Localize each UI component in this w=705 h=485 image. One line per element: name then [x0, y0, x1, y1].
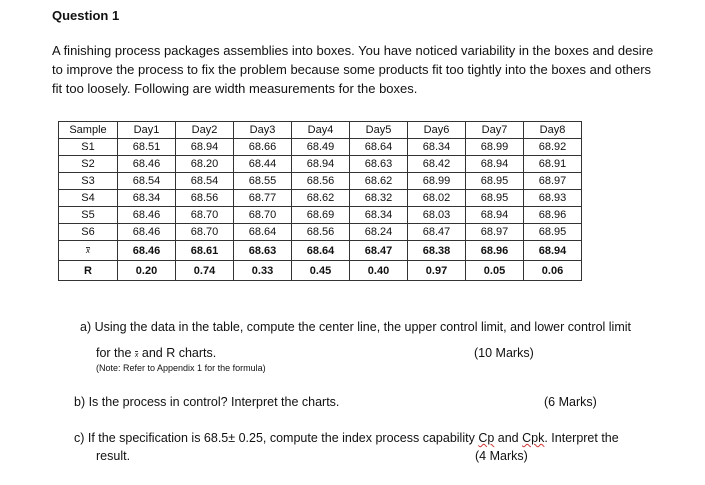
question-c-and: and — [497, 431, 519, 445]
question-a-line1: a) Using the data in the table, compute the center line, the upper control limit, and lower control limit — [80, 320, 631, 334]
sample-label: S3 — [59, 173, 118, 190]
question-a-note: (Note: Refer to Appendix 1 for the formula) — [96, 363, 266, 373]
measurement-cell: 68.70 — [176, 224, 234, 241]
measurement-cell: 68.95 — [466, 190, 524, 207]
measurement-cell: 68.70 — [176, 207, 234, 224]
table-row — [59, 139, 582, 156]
header-day: Day3 — [234, 122, 292, 139]
measurement-cell: 68.95 — [466, 173, 524, 190]
question-title: Question 1 — [52, 8, 120, 23]
measurement-cell: 68.51 — [118, 139, 176, 156]
measurements-table — [58, 121, 582, 281]
question-c-marks: (4 Marks) — [475, 449, 528, 463]
sample-label: S4 — [59, 190, 118, 207]
measurement-cell: 68.32 — [350, 190, 408, 207]
cp-term: Cp — [478, 431, 495, 445]
cpk-term: Cpk — [522, 431, 545, 445]
measurement-cell: 68.64 — [234, 224, 292, 241]
measurement-cell: 68.95 — [524, 224, 582, 241]
measurement-cell: 68.94 — [466, 207, 524, 224]
xbar-cell: 68.47 — [350, 241, 408, 261]
sample-label: S1 — [59, 139, 118, 156]
range-cell: 0.97 — [408, 261, 466, 281]
measurement-cell: 68.02 — [408, 190, 466, 207]
range-cell: 0.05 — [466, 261, 524, 281]
measurement-cell: 68.44 — [234, 156, 292, 173]
range-row — [59, 261, 582, 281]
question-a-line2 — [96, 346, 216, 360]
range-cell: 0.20 — [118, 261, 176, 281]
xbar-cell: 68.94 — [524, 241, 582, 261]
question-c-line2: result. — [96, 449, 131, 463]
question-a-for-the: for the — [96, 346, 132, 360]
measurement-cell: 68.94 — [466, 156, 524, 173]
measurement-cell: 68.94 — [292, 156, 350, 173]
measurement-cell: 68.69 — [292, 207, 350, 224]
measurement-cell: 68.47 — [408, 224, 466, 241]
measurement-cell: 68.34 — [350, 207, 408, 224]
range-cell: 0.74 — [176, 261, 234, 281]
header-day: Day4 — [292, 122, 350, 139]
table-row — [59, 207, 582, 224]
sample-label: S6 — [59, 224, 118, 241]
question-a-marks: (10 Marks) — [474, 346, 534, 360]
measurement-cell: 68.54 — [176, 173, 234, 190]
header-day: Day8 — [524, 122, 582, 139]
xbar-cell: 68.46 — [118, 241, 176, 261]
range-label: R — [59, 261, 118, 281]
measurement-cell: 68.56 — [292, 224, 350, 241]
measurement-cell: 68.99 — [466, 139, 524, 156]
range-cell: 0.40 — [350, 261, 408, 281]
measurement-cell: 68.97 — [524, 173, 582, 190]
measurement-cell: 68.34 — [118, 190, 176, 207]
header-day: Day6 — [408, 122, 466, 139]
measurement-cell: 68.97 — [466, 224, 524, 241]
xbar-cell: 68.63 — [234, 241, 292, 261]
measurement-cell: 68.34 — [408, 139, 466, 156]
table-row — [59, 173, 582, 190]
table-row — [59, 190, 582, 207]
header-day: Day7 — [466, 122, 524, 139]
measurement-cell: 68.24 — [350, 224, 408, 241]
xbar-row — [59, 241, 582, 261]
xbar-cell: 68.61 — [176, 241, 234, 261]
measurement-cell: 68.91 — [524, 156, 582, 173]
question-c-interpret: . Interpret the — [544, 431, 619, 445]
header-sample: Sample — [59, 122, 118, 139]
measurement-cell: 68.03 — [408, 207, 466, 224]
measurement-cell: 68.56 — [292, 173, 350, 190]
measurement-cell: 68.92 — [524, 139, 582, 156]
measurement-cell: 68.64 — [350, 139, 408, 156]
measurement-cell: 68.94 — [176, 139, 234, 156]
xbar-label-symbol: x — [86, 246, 90, 255]
measurement-cell: 68.46 — [118, 156, 176, 173]
measurement-cell: 68.96 — [524, 207, 582, 224]
table-row — [59, 224, 582, 241]
question-c-line1 — [74, 431, 619, 445]
header-day: Day2 — [176, 122, 234, 139]
measurement-cell: 68.77 — [234, 190, 292, 207]
measurement-cell: 68.49 — [292, 139, 350, 156]
measurement-cell: 68.46 — [118, 207, 176, 224]
measurement-cell: 68.66 — [234, 139, 292, 156]
measurement-cell: 68.62 — [292, 190, 350, 207]
xbar-cell: 68.96 — [466, 241, 524, 261]
measurement-cell: 68.54 — [118, 173, 176, 190]
measurement-cell: 68.62 — [350, 173, 408, 190]
sample-label: S2 — [59, 156, 118, 173]
question-c-spec: c) If the specification is 68.5± 0.25, compute the index process capability — [74, 431, 475, 445]
xbar-cell: 68.38 — [408, 241, 466, 261]
xbar-label — [59, 241, 118, 261]
measurement-cell: 68.93 — [524, 190, 582, 207]
measurement-cell: 68.63 — [350, 156, 408, 173]
measurement-cell: 68.99 — [408, 173, 466, 190]
range-cell: 0.45 — [292, 261, 350, 281]
header-day: Day5 — [350, 122, 408, 139]
xbar-cell: 68.64 — [292, 241, 350, 261]
table-row — [59, 156, 582, 173]
range-cell: 0.33 — [234, 261, 292, 281]
measurement-cell: 68.56 — [176, 190, 234, 207]
measurement-cell: 68.42 — [408, 156, 466, 173]
question-b: b) Is the process in control? Interpret the charts. — [74, 395, 340, 409]
sample-label: S5 — [59, 207, 118, 224]
measurement-cell: 68.46 — [118, 224, 176, 241]
question-a-charts: and R charts. — [141, 346, 217, 360]
table-header-row — [59, 122, 582, 139]
xbar-symbol: x — [134, 352, 139, 359]
measurement-cell: 68.70 — [234, 207, 292, 224]
measurement-cell: 68.20 — [176, 156, 234, 173]
question-b-marks: (6 Marks) — [544, 395, 597, 409]
header-day: Day1 — [118, 122, 176, 139]
range-cell: 0.06 — [524, 261, 582, 281]
measurement-cell: 68.55 — [234, 173, 292, 190]
intro-paragraph: A finishing process packages assemblies into boxes. You have noticed variability in the boxes and desire to improve the process to fix the problem because some products fit too tightly into the boxes and others fit too loosely. Following are width measurements for the boxes. — [52, 43, 654, 96]
